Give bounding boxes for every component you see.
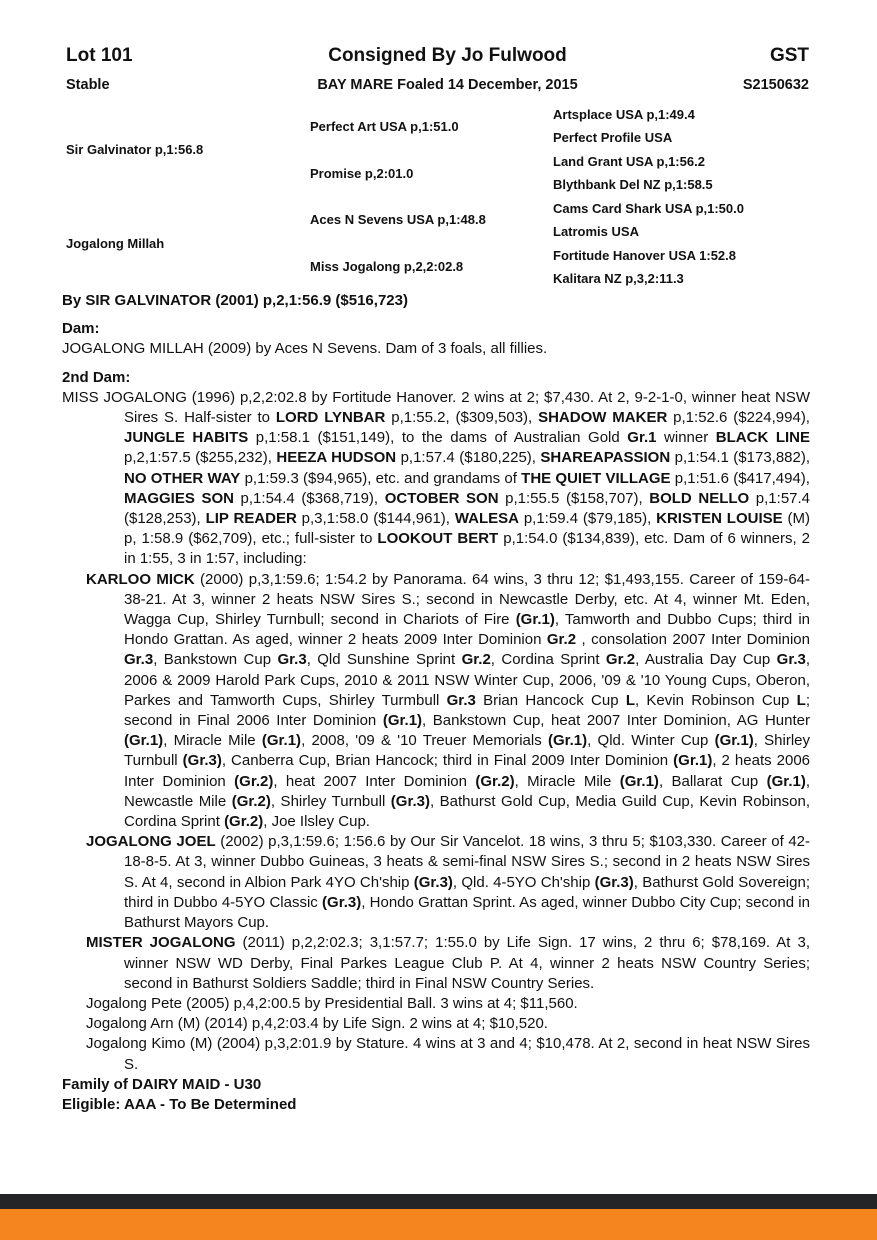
bold-text-run: (Gr.3)	[413, 873, 453, 891]
text-run: , Qld. 4-5YO Ch'ship	[452, 873, 595, 891]
bold-text-run: (Gr.2)	[224, 813, 264, 831]
text-run: , Hondo Grattan Sprint. As aged, winner Dubbo City Cup; second in Bathurst Mayors Cup.	[124, 893, 810, 932]
text-run: , consolation 2007 Inter Dominion	[576, 631, 810, 649]
text-run: , Canberra Cup, Brian Hancock; third in Final 2009 Inter Dominion	[221, 752, 674, 770]
text-run: p,1:54.4 ($368,719),	[233, 489, 385, 507]
bold-text-run: (Gr.2)	[475, 772, 515, 790]
text-run: , Miracle Mile	[163, 732, 262, 750]
text-run: , Shirley Turnbull	[124, 732, 811, 770]
text-run: (2011) p,2,2:02.3; 3,1:57.7; 1:55.0 by Life Sign. 17 wins, 2 thru 6; $78,169. At 3, winner NSW WD Derby, Final Parkes League Club P. At 4, winner 2 heats NSW Country Series; second in Bathurst Soldiers Saddle; third in Final NSW Country Series.	[124, 934, 810, 992]
bold-text-run: (Gr.2)	[231, 792, 271, 810]
bold-text-run: (Gr.3)	[322, 893, 362, 911]
text-run: , Ballarat Cup	[658, 772, 767, 790]
catalogue-body	[62, 291, 810, 1115]
pedigree-grandparent: Miss Jogalong p,2,2:02.8	[310, 259, 464, 274]
bold-text-run: L	[796, 691, 806, 709]
header-row-1	[66, 45, 809, 67]
pedigree-great-grandparent: Latromis USA	[553, 224, 639, 239]
stable-label: Stable	[66, 77, 110, 93]
bold-text-run: (Gr.1)	[515, 611, 555, 629]
pedigree-great-grandparent: Artsplace USA p,1:49.4	[553, 107, 695, 122]
footer-orange-bar	[0, 1209, 877, 1240]
bold-text-run: BOLD NELLO	[649, 489, 750, 507]
bold-text-run: SHAREAPASSION	[540, 449, 671, 467]
second-dam-text	[62, 388, 810, 570]
bold-text-run: LOOKOUT BERT	[377, 530, 499, 548]
bold-text-run: JOGALONG JOEL	[86, 833, 216, 851]
bold-text-run: Gr.3	[277, 651, 307, 669]
text-run: , Shirley Turnbull	[270, 792, 391, 810]
text-run: , Qld. Winter Cup	[587, 732, 715, 750]
text-run: , 2006 & 2009 Harold Park Cups, 2010 & 2011 NSW Winter Cup, 2006, '09 & '10 Young Cups, Oberon, Parkes and Tamworth Cups, Shirley Turmbull	[124, 651, 811, 709]
text-run: p,1:54.0 ($134,839), etc. Dam of 6 winners, 2 in 1:55, 3 in 1:57, including:	[124, 530, 810, 568]
text-run: , Australia Day Cup	[635, 651, 777, 669]
bold-text-run: (Gr.1)	[547, 732, 588, 750]
bold-text-run: BLACK LINE	[715, 429, 810, 447]
text-run: Jogalong Kimo (M) (2004) p,3,2:01.9 by Stature. 4 wins at 3 and 4; $10,478. At 2, second in heat NSW Sires S.	[86, 1035, 810, 1073]
bold-text-run: MAGGIES SON	[124, 489, 234, 507]
text-run: p,1:57.4 ($180,225),	[396, 449, 541, 467]
lot-number: Lot 101	[66, 45, 133, 66]
bold-text-run: KARLOO MICK	[86, 570, 195, 588]
bold-text-run: (Gr.2)	[234, 772, 274, 790]
text-run: p,1:59.4 ($79,185),	[518, 510, 657, 528]
text-run: Jogalong Arn (M) (2014) p,4,2:03.4 by Life Sign. 2 wins at 4; $10,520.	[86, 1015, 548, 1033]
progeny-entry	[62, 994, 810, 1014]
dam-heading: Dam:	[62, 320, 100, 338]
bold-text-run: (Gr.3)	[182, 752, 222, 770]
text-run: p,3,1:58.0 ($144,961),	[296, 510, 455, 528]
text-run: winner	[656, 429, 716, 447]
text-run: p,1:58.1 ($151,149), to the dams of Australian Gold	[248, 429, 628, 447]
bold-text-run: Gr.1	[627, 429, 657, 447]
header-row-2	[66, 77, 809, 93]
bold-text-run: LIP READER	[205, 510, 297, 528]
bold-text-run: (Gr.3)	[594, 873, 634, 891]
progeny-entry	[62, 832, 810, 933]
text-run: , 2 heats 2006 Inter Dominion	[124, 752, 811, 790]
text-run: p,1:59.3 ($94,965), etc. and grandams of	[240, 469, 522, 487]
text-run: , heat 2007 Inter Dominion	[273, 772, 476, 790]
bold-text-run: OCTOBER SON	[384, 489, 499, 507]
text-run: , Tamworth and Dubbo Cups; third in Hondo Grattan. As aged, winner 2 heats 2009 Inter Dominion	[124, 611, 810, 649]
text-run: p,2,1:57.5 ($255,232),	[124, 449, 277, 467]
pedigree-great-grandparent: Land Grant USA p,1:56.2	[553, 154, 705, 169]
bold-text-run: (Gr.3)	[390, 792, 430, 810]
text-run: p,1:51.6 ($417,494),	[670, 469, 810, 487]
bold-text-run: Gr.3	[446, 691, 476, 709]
progeny-list	[62, 570, 810, 1075]
text-run: , Cordina Sprint	[490, 651, 606, 669]
horse-code: S2150632	[742, 77, 809, 93]
bold-text-run: SHADOW MAKER	[538, 409, 668, 427]
text-run: ; second in Final 2006 Inter Dominion	[124, 691, 810, 730]
progeny-entry	[62, 1014, 810, 1034]
text-run: , 2008, '09 & '10 Treuer Memorials	[301, 732, 548, 750]
bold-text-run: (Gr.1)	[714, 732, 754, 750]
pedigree-dam: Jogalong Millah	[66, 236, 165, 251]
sire-line: By SIR GALVINATOR (2001) p,2,1:56.9 ($516,723)	[62, 292, 408, 309]
text-run: (M) p, 1:58.9 ($62,709), etc.; full-sister to	[124, 510, 810, 548]
pedigree-great-grandparent: Blythbank Del NZ p,1:58.5	[553, 177, 713, 192]
bold-text-run: KRISTEN LOUISE	[656, 510, 783, 528]
pedigree-great-grandparent: Fortitude Hanover USA 1:52.8	[553, 248, 737, 263]
bold-text-run: MISTER JOGALONG	[86, 934, 236, 952]
text-run: Brian Hancock Cup	[475, 691, 626, 709]
pedigree-grandparent: Perfect Art USA p,1:51.0	[310, 119, 459, 134]
text-run: MISS JOGALONG (1996) p,2,2:02.8 by Fortitude Hanover. 2 wins at 2; $7,430. At 2, 9-2-1-0, winner heat NSW Sires S. Half-sister to	[62, 388, 810, 427]
text-run: , Kevin Robinson Cup	[634, 691, 797, 709]
bold-text-run: Gr.2	[461, 651, 491, 669]
progeny-entry	[62, 933, 810, 994]
text-run: (2002) p,3,1:59.6; 1:56.6 by Our Sir Vancelot. 18 wins, 3 thru 5; $103,330. Career of 42-18-8-5. At 3, winner Dubbo Guineas, 3 heats & semi-final NSW Sires S.; second in 2 heats NSW Sires S. At 4, second in Albion Park 4YO Ch'ship	[124, 833, 811, 891]
horse-description: BAY MARE Foaled 14 December, 2015	[317, 77, 578, 93]
bold-text-run: (Gr.1)	[382, 712, 423, 730]
bold-text-run: (Gr.1)	[766, 772, 806, 790]
text-run: , Bankstown Cup, heat 2007 Inter Dominion, AG Hunter	[422, 712, 810, 730]
text-run: p,1:55.2, ($309,503),	[385, 409, 539, 427]
pedigree-great-grandparent: Perfect Profile USA	[553, 130, 673, 145]
text-run: p,1:57.4 ($128,253),	[124, 489, 811, 528]
bold-text-run: WALESA	[454, 510, 519, 528]
bold-text-run: NO OTHER WAY	[124, 469, 241, 487]
text-run: , Miracle Mile	[514, 772, 620, 790]
text-run: , Joe Ilsley Cup.	[263, 813, 370, 831]
bold-text-run: Gr.3	[776, 651, 806, 669]
pedigree-grandparent: Aces N Sevens USA p,1:48.8	[310, 212, 486, 227]
bold-text-run: (Gr.1)	[124, 732, 164, 750]
pedigree-great-grandparent: Cams Card Shark USA p,1:50.0	[553, 201, 744, 216]
gst-label: GST	[769, 45, 809, 66]
text-run: p,1:54.1 ($173,882),	[670, 449, 811, 467]
progeny-entry	[62, 570, 810, 833]
text-run: (2000) p,3,1:59.6; 1:54.2 by Panorama. 64 wins, 3 thru 12; $1,493,155. Career of 159-64-38-21. At 3, winner 2 heats NSW Sires S.; second in Newcastle Derby, etc. At 4, winner Mt. Eden, Wagga Cup, Shirley Turnbull; second in Chariots of Fire	[124, 570, 811, 629]
bold-text-run: L	[625, 691, 635, 709]
bold-text-run: Gr.2	[605, 651, 636, 669]
bold-text-run: THE QUIET VILLAGE	[521, 469, 671, 487]
text-run: , Bankstown Cup	[153, 651, 278, 669]
text-run: Jogalong Pete (2005) p,4,2:00.5 by Presidential Ball. 3 wins at 4; $11,560.	[86, 994, 578, 1012]
text-run: , Qld Sunshine Sprint	[306, 651, 462, 669]
bold-text-run: Gr.3	[124, 651, 154, 669]
eligible-line: Eligible: AAA - To Be Determined	[62, 1095, 297, 1113]
text-run: , Bathurst Gold Sovereign; third in Dubbo 4-5YO Classic	[124, 873, 810, 911]
pedigree-great-grandparent: Kalitara NZ p,3,2:11.3	[553, 271, 684, 286]
dam-text: JOGALONG MILLAH (2009) by Aces N Sevens. Dam of 3 foals, all fillies.	[62, 340, 548, 358]
footer-dark-bar	[0, 1194, 877, 1209]
consignor: Consigned By Jo Fulwood	[328, 45, 567, 66]
text-run: p,1:52.6 ($224,994),	[667, 409, 810, 427]
bold-text-run: Gr.2	[546, 631, 577, 649]
family-line: Family of DAIRY MAID - U30	[62, 1075, 262, 1093]
text-run: p,1:55.5 ($158,707),	[498, 489, 650, 507]
bold-text-run: (Gr.1)	[619, 772, 659, 790]
pedigree-sire: Sir Galvinator p,1:56.8	[66, 142, 204, 157]
bold-text-run: (Gr.1)	[673, 752, 713, 770]
bold-text-run: JUNGLE HABITS	[124, 429, 249, 447]
text-run: , Newcastle Mile	[124, 772, 810, 810]
pedigree-grandparent: Promise p,2:01.0	[310, 166, 414, 181]
bold-text-run: HEEZA HUDSON	[276, 449, 397, 467]
second-dam-heading: 2nd Dam:	[62, 368, 131, 386]
bold-text-run: (Gr.1)	[261, 732, 302, 750]
bold-text-run: LORD LYNBAR	[275, 409, 386, 427]
progeny-entry	[62, 1034, 810, 1074]
text-run: , Bathurst Gold Cup, Media Guild Cup, Kevin Robinson, Cordina Sprint	[124, 792, 810, 831]
